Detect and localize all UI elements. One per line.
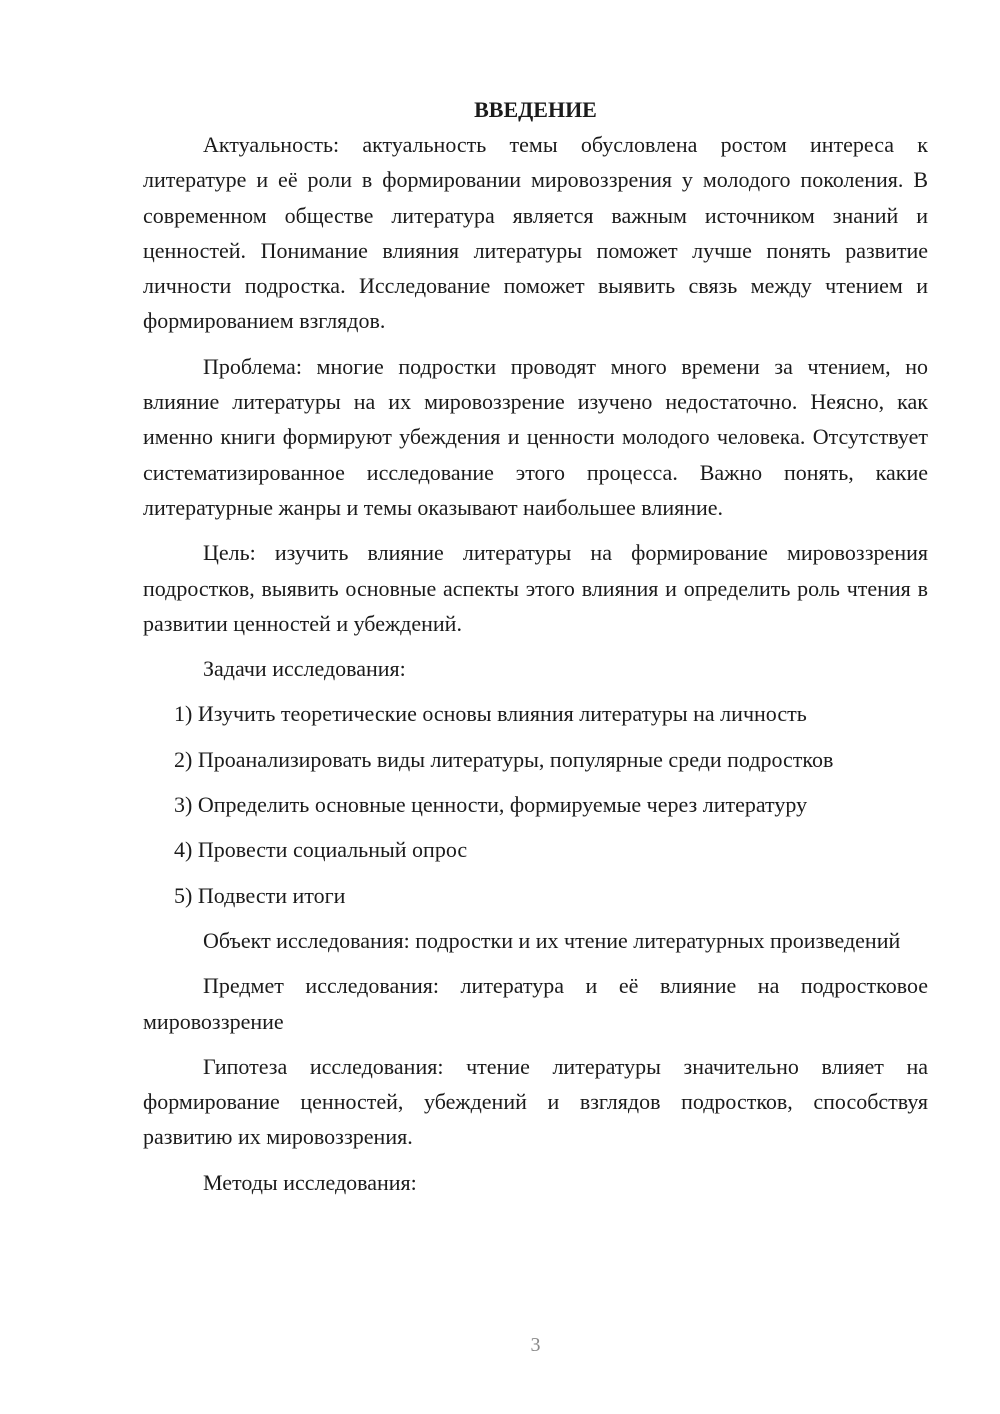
relevance-paragraph: Актуальность: актуальность темы обусловлена ростом интереса к литературе и её роли в формировании мировоззрения у молодого поколения. В современном обществе литература является важным источником знаний и ценностей. Понимание влияния литературы поможет лучше понять развитие личности подростка. Исследование поможет выявить связь между чтением и формированием взглядов. — [143, 132, 928, 334]
object-paragraph: Объект исследования: подростки и их чтение литературных произведений — [203, 927, 901, 953]
problem-paragraph: Проблема: многие подростки проводят много времени за чтением, но влияние литературы на их мировоззрение изучено недостаточно. Неясно, как именно книги формируют убеждения и ценности молодого человека. Отсутствует систематизированное исследование этого процесса. Важно понять, какие литературные жанры и темы оказывают наибольшее влияние. — [143, 353, 928, 520]
task-item-5: 5) Подвести итоги — [174, 882, 346, 908]
page-title: ВВЕДЕНИЕ — [474, 97, 597, 122]
page-number: 3 — [530, 1334, 541, 1356]
task-item-2: 2) Проанализировать виды литературы, популярные среди подростков — [174, 746, 834, 772]
methods-heading: Методы исследования: — [203, 1169, 417, 1195]
task-item-3: 3) Определить основные ценности, формируемые через литературу — [174, 792, 808, 818]
task-item-1: 1) Изучить теоретические основы влияния литературы на личность — [174, 701, 807, 727]
goal-paragraph: Цель: изучить влияние литературы на формирование мировоззрения подростков, выявить основные аспекты этого влияния и определить роль чтения в развитии ценностей и убеждений. — [143, 540, 928, 636]
hypothesis-paragraph: Гипотеза исследования: чтение литературы значительно влияет на формирование ценностей, убеждений и взглядов подростков, способствуя развитию их мировоззрения. — [143, 1053, 928, 1150]
subject-paragraph: Предмет исследования: литература и её влияние на подростковое мировоззрение — [143, 973, 928, 1034]
tasks-list — [143, 696, 928, 912]
tasks-heading: Задачи исследования: — [203, 656, 406, 682]
task-item-4: 4) Провести социальный опрос — [174, 837, 468, 863]
page-content — [143, 92, 928, 1210]
